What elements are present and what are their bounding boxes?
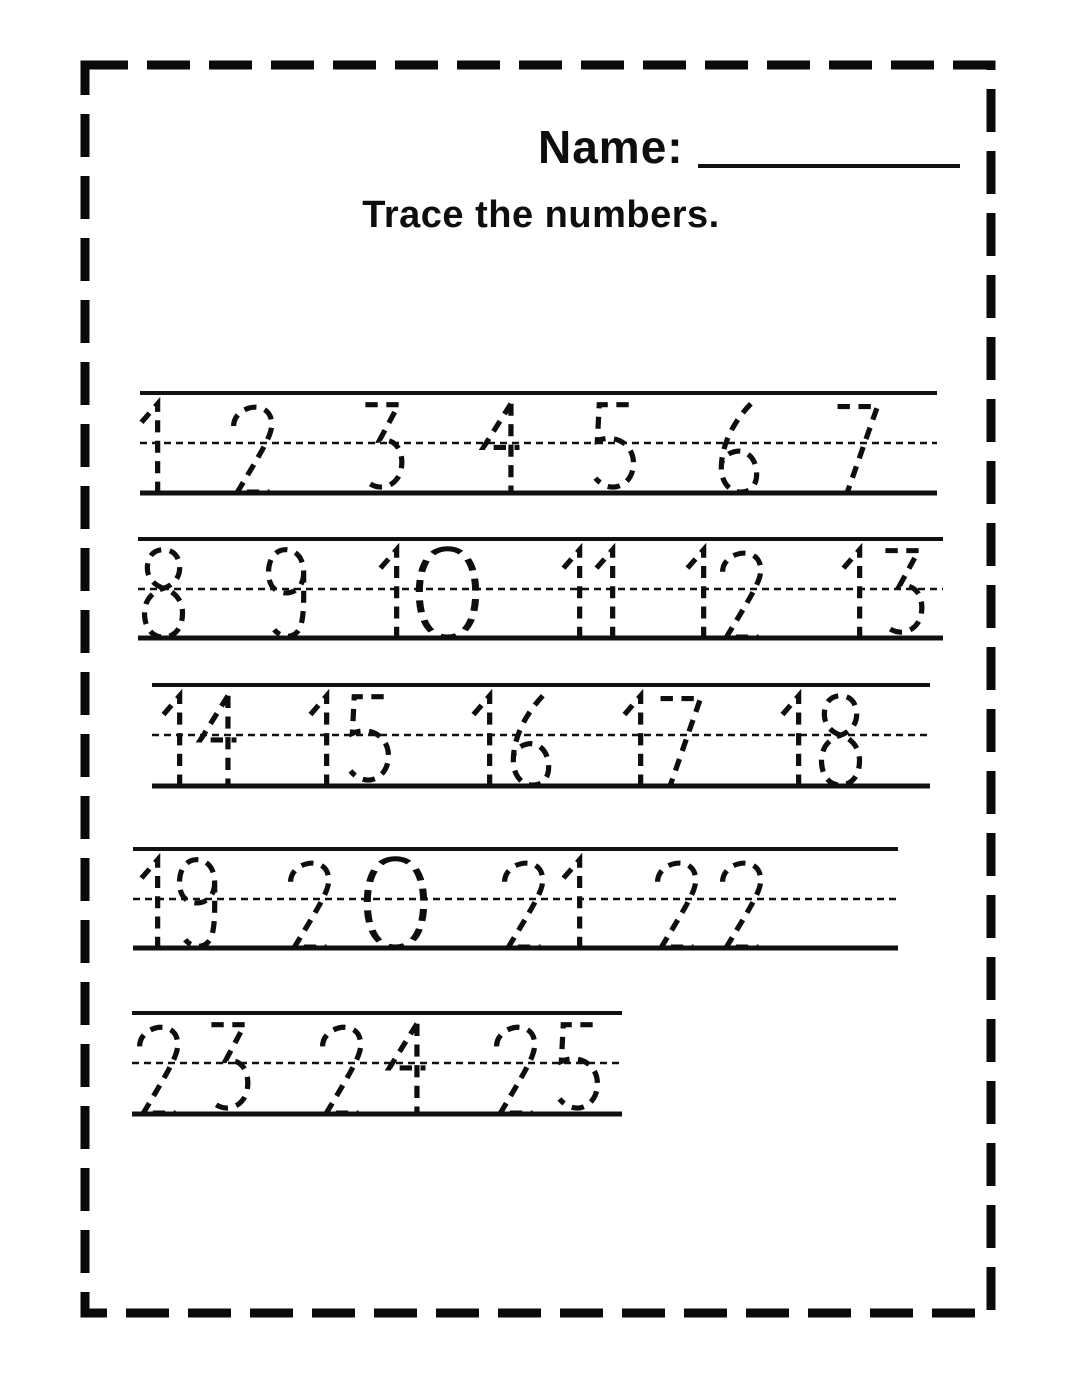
trace-number[interactable]	[381, 549, 476, 638]
trace-number[interactable]	[483, 404, 519, 493]
handwriting-guides	[132, 1013, 622, 1114]
name-underline[interactable]	[698, 164, 960, 168]
trace-number[interactable]	[142, 404, 158, 493]
trace-number[interactable]	[311, 696, 389, 786]
trace-number[interactable]	[323, 1024, 426, 1114]
trace-row[interactable]	[0, 841, 1082, 962]
trace-number[interactable]	[838, 407, 878, 493]
trace-number[interactable]	[291, 859, 424, 947]
trace-number[interactable]	[595, 405, 633, 487]
trace-row[interactable]	[0, 677, 1082, 800]
name-label: Name:	[538, 121, 684, 173]
trace-row[interactable]	[0, 1005, 1082, 1128]
handwriting-guides	[138, 539, 943, 638]
trace-row[interactable]	[0, 531, 1082, 652]
trace-number[interactable]	[140, 1025, 248, 1113]
trace-number[interactable]	[497, 1025, 598, 1113]
trace-number[interactable]	[783, 696, 860, 786]
trace-number[interactable]	[269, 550, 304, 637]
trace-number[interactable]	[364, 405, 401, 487]
handwriting-guides	[140, 393, 937, 493]
instruction-title: Trace the numbers.	[362, 194, 720, 236]
trace-number[interactable]	[234, 407, 272, 492]
trace-row[interactable]	[0, 385, 1082, 507]
trace-number[interactable]	[844, 550, 922, 638]
trace-number[interactable]	[145, 550, 183, 637]
trace-number[interactable]	[658, 863, 761, 947]
trace-number[interactable]	[721, 404, 756, 492]
name-row	[538, 110, 960, 173]
trace-number[interactable]	[474, 696, 549, 786]
trace-number[interactable]	[688, 550, 761, 638]
trace-number[interactable]	[164, 696, 237, 786]
trace-number[interactable]	[564, 550, 613, 638]
trace-number[interactable]	[625, 696, 701, 786]
trace-number[interactable]	[505, 860, 580, 948]
trace-number[interactable]	[142, 860, 215, 948]
